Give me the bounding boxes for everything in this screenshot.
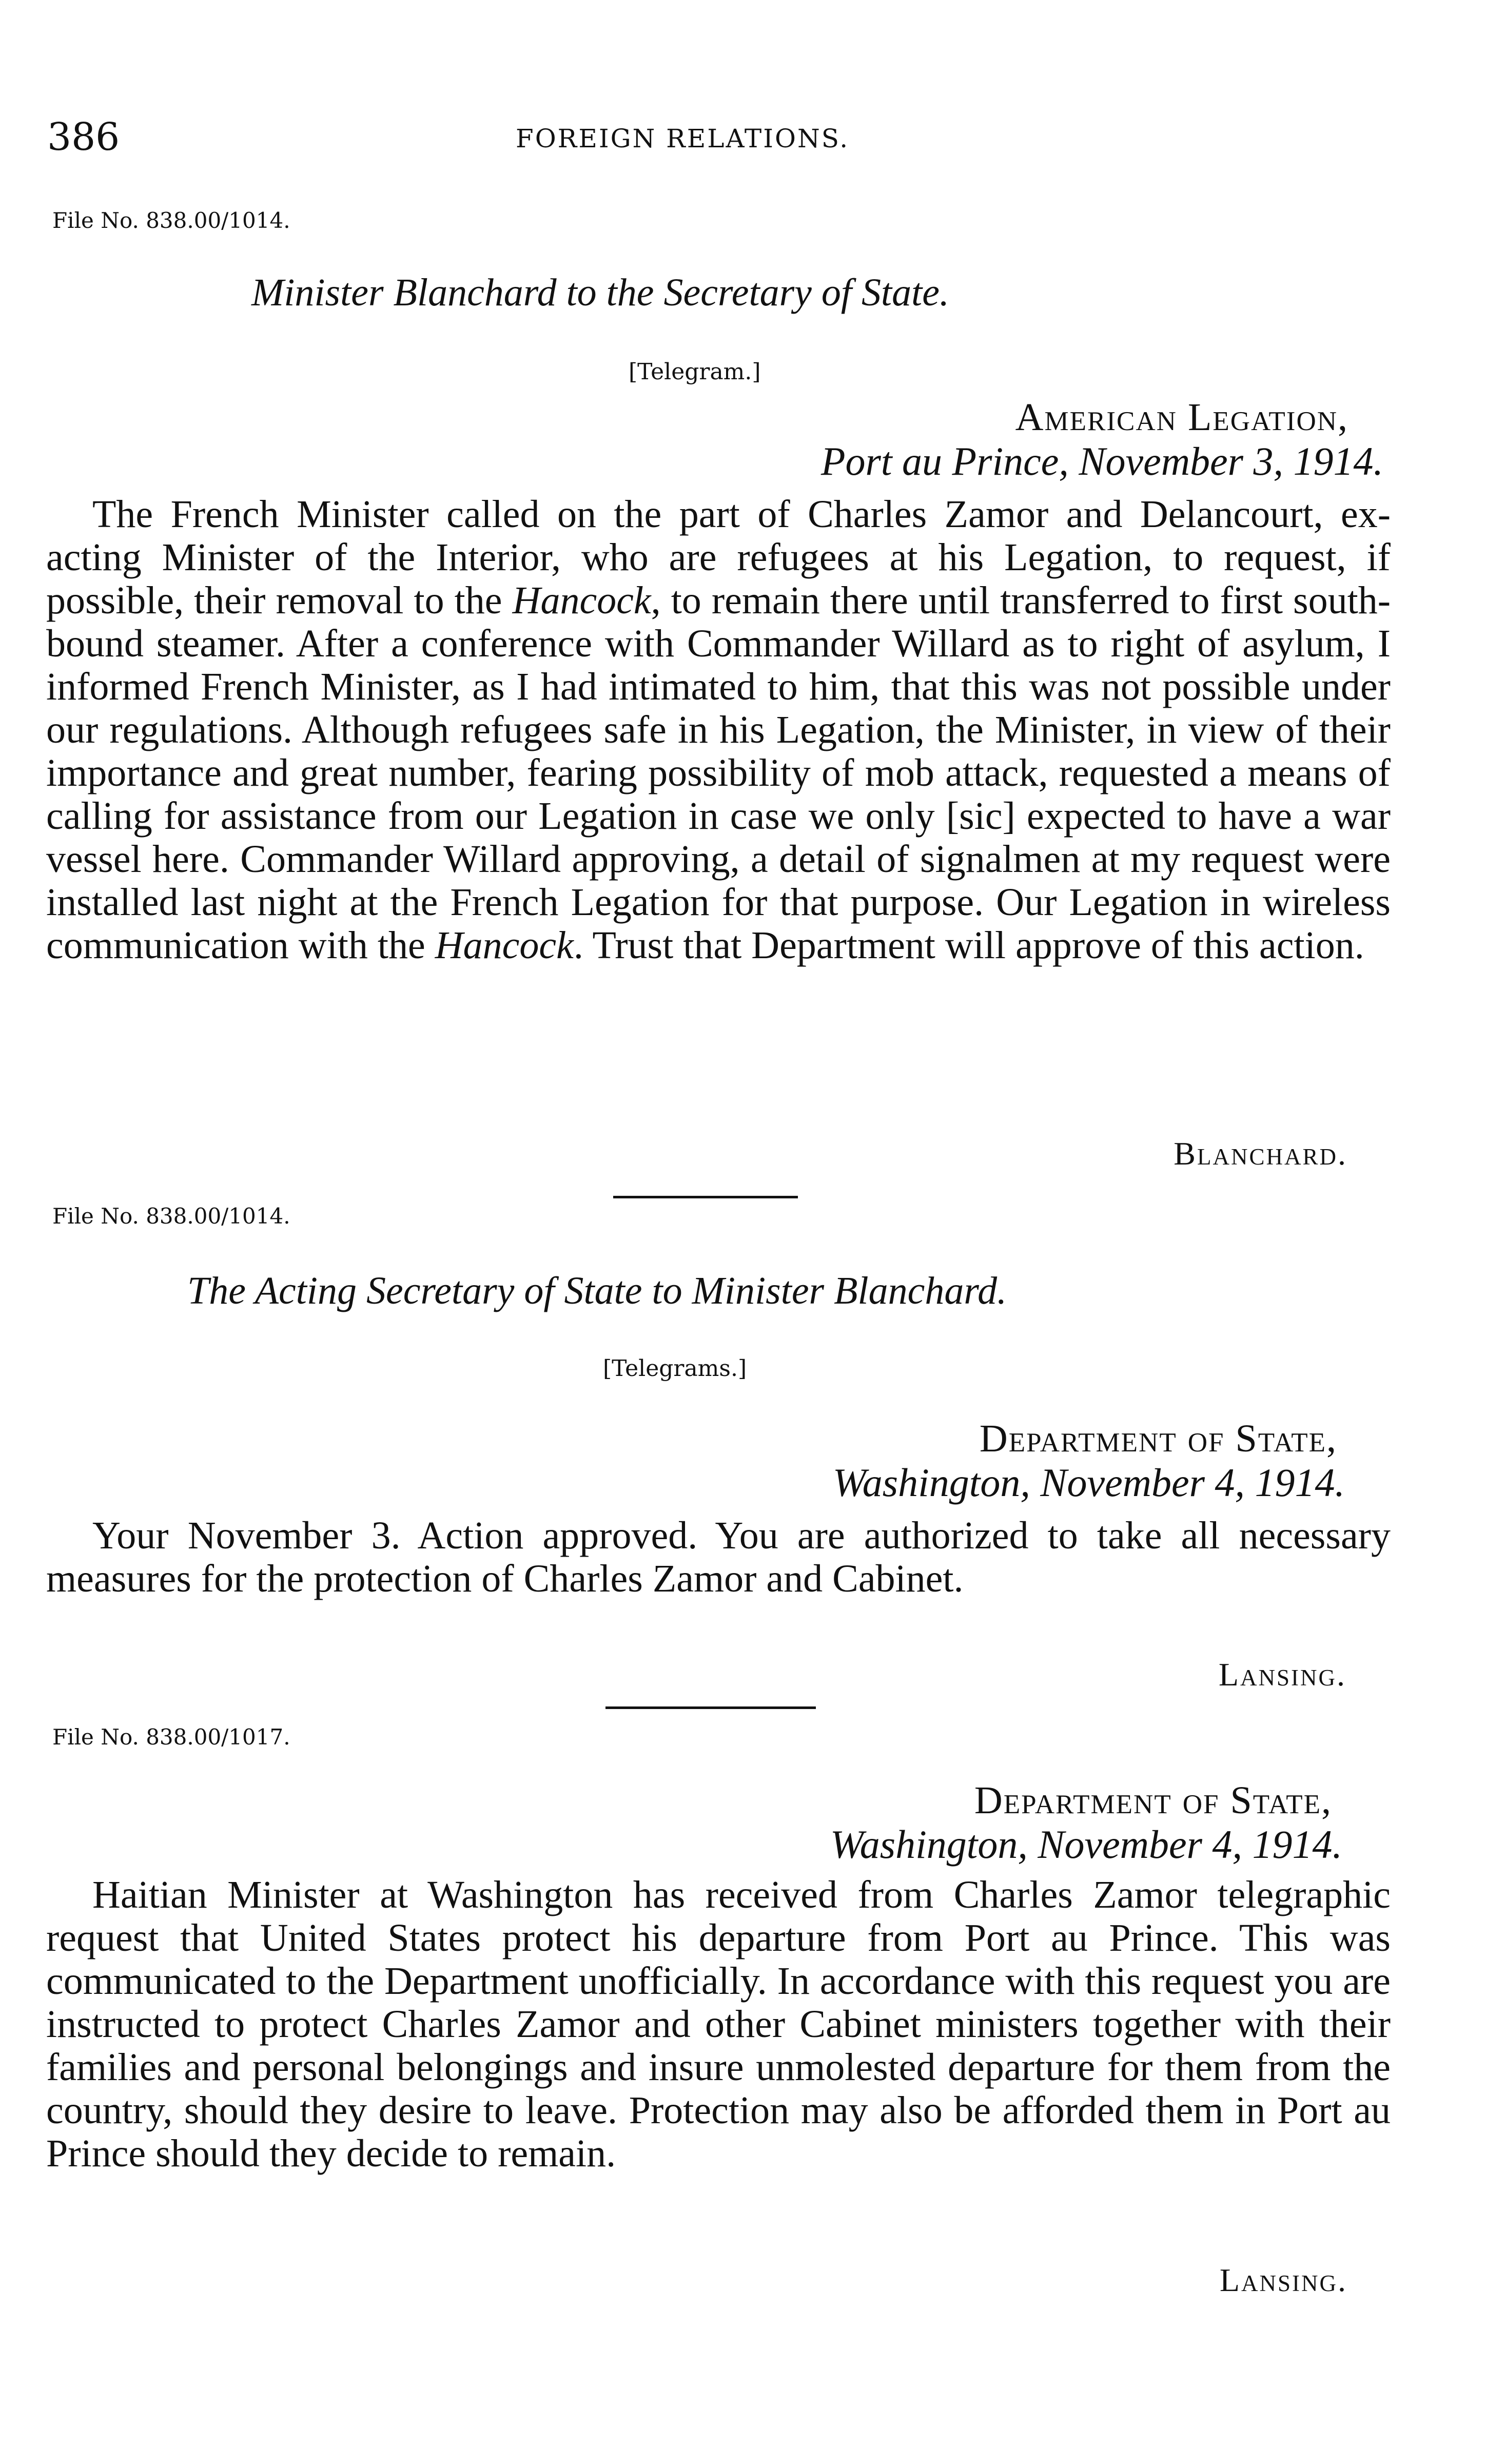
place-line: Department of State, [974,1779,1332,1822]
file-number: File No. 838.00/1014. [52,208,290,233]
file-number: File No. 838.00/1017. [52,1724,290,1750]
body-text: , to remain there until transferred to first south-bound steamer. After a conference with Commander Willard as to right of asylum, I informed French Minister, as I had intimated to him, that this was not possible under our regulations. Although refugees safe in his Legation, the Minister, in view of their importance and great number, fearing possibility of mob attack, requested a means of calling for assistance from our Legation in case we only [sic] expected to have a war vessel here. Commander Willard approving, a detail of signalmen at my request were installed last night at the French Legation for that purpose. Our Legation in wireless communication with the [46,579,1391,967]
place-line: Department of State, [979,1417,1337,1460]
body-text: The French Minister called on the part of Charles Zamor and Delancourt, ex-acting Minister of the Interior, who are refugees at his Legation, to request, if possible, their removal to the [46,493,1391,622]
place-line: American Legation, [1015,396,1348,439]
ship-name: Hancock [512,579,651,622]
document-type: [Telegram.] [629,359,761,385]
page-number: 386 [47,115,120,159]
telegram-body [46,493,1391,967]
signature: Blanchard. [1174,1135,1347,1172]
signature: Lansing. [1218,1656,1346,1693]
signature: Lansing. [1219,2262,1347,2298]
running-title: FOREIGN RELATIONS. [516,124,850,153]
file-number: File No. 838.00/1014. [52,1204,290,1229]
telegram-body: Your November 3. Action approved. You are authorized to take all necessary measures for the protection of Charles Zamor and Cabinet. [46,1514,1391,1600]
section-divider [613,1196,798,1198]
body-text: . Trust that Department will approve of this action. [573,924,1364,967]
dateline: Washington, November 4, 1914. [832,1460,1345,1505]
telegram-body: Haitian Minister at Washington has received from Charles Zamor telegraphic request that United States protect his departure from Port au Prince. This was communicated to the Department unofficially. In accordance with this request you are instructed to protect Charles Zamor and other Cabinet ministers together with their families and personal belongings and insure unmolested departure for them from the country, should they desire to leave. Protection may also be afforded them in Port au Prince should they decide to remain. [46,1873,1391,2175]
dateline: Washington, November 4, 1914. [830,1822,1342,1867]
dateline: Port au Prince, November 3, 1914. [820,439,1383,483]
ship-name: Hancock [435,924,574,967]
document-type: [Telegrams.] [603,1355,747,1382]
document-heading: The Acting Secretary of State to Minister Blanchard. [187,1269,1007,1312]
document-heading: Minister Blanchard to the Secretary of State. [251,271,949,314]
section-divider [605,1706,816,1709]
